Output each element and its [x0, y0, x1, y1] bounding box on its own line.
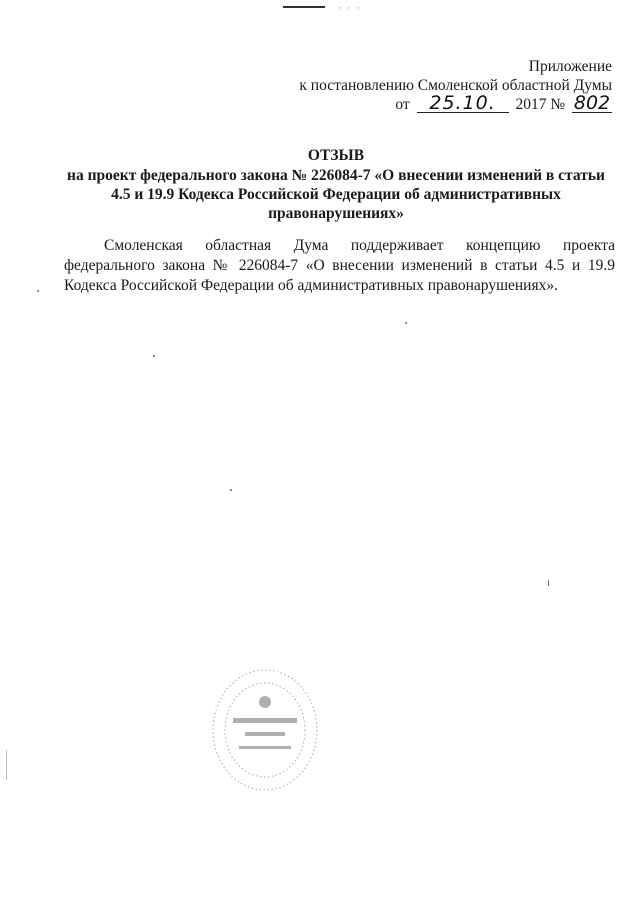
scan-artifact-line [283, 6, 325, 8]
scan-speck [405, 322, 407, 324]
scan-speck [37, 290, 39, 292]
date-prefix: от [395, 96, 410, 113]
appendix-block [299, 57, 612, 114]
scan-speck [6, 750, 7, 780]
appendix-title: Приложение [528, 58, 612, 75]
scan-artifact-marks: · · · [338, 3, 362, 13]
body-paragraph: Смоленская областная Дума поддерживает концепцию проекта федерального закона № 226084-7 «О внесении изменений в статьи 4.5 и 19.9 Кодекса Российской Федерации об административных правонарушениях». [64, 237, 615, 294]
appendix-resolution: к постановлению Смоленской областной Думы [299, 77, 612, 94]
handwritten-date: 25.10. [417, 95, 509, 113]
document-title [56, 146, 616, 223]
scan-speck [153, 355, 155, 357]
handwritten-number: 802 [573, 92, 611, 114]
scan-speck [230, 489, 232, 491]
title-subheading: на проект федерального закона № 226084-7 «О внесении изменений в статьи 4.5 и 19.9 Кодекса Российской Федерации об административных правонарушениях» [67, 167, 605, 222]
year-and-number-label: 2017 № [515, 96, 566, 113]
title-heading: ОТЗЫВ [307, 147, 365, 164]
appendix-date-line [299, 92, 612, 114]
scan-speck [548, 580, 549, 586]
faded-stamp-image [205, 660, 325, 800]
